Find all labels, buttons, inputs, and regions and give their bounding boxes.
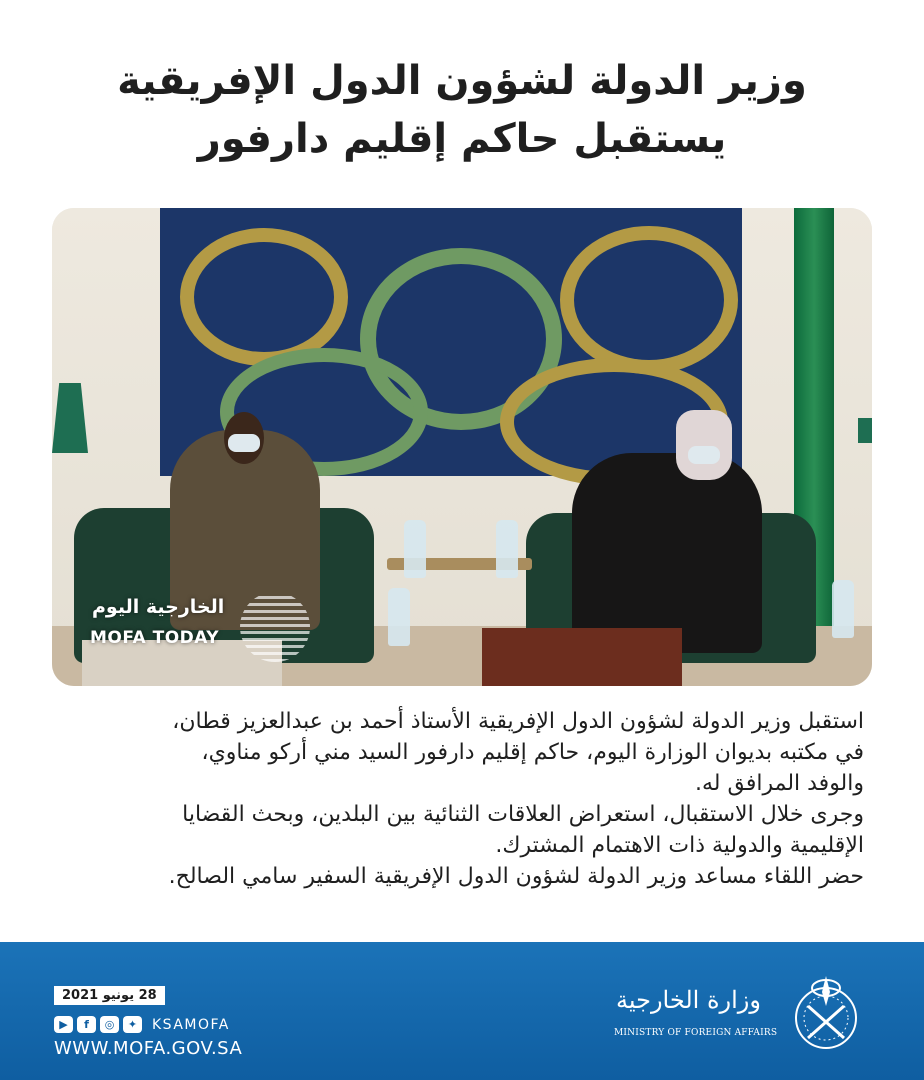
water-bottle: [832, 580, 854, 638]
headline: [0, 52, 924, 168]
body-line: استقبل وزير الدولة لشؤون الدول الإفريقية الأستاذ أحمد بن عبدالعزيز قطان،: [172, 709, 864, 734]
ministry-name-arabic: وزارة الخارجية: [616, 986, 761, 1014]
wooden-box: [482, 628, 682, 686]
article-body: [60, 706, 864, 892]
instagram-icon[interactable]: ◎: [100, 1016, 119, 1033]
ministry-emblem-icon: [780, 966, 872, 1058]
footer-bar: [0, 942, 924, 1080]
facebook-icon[interactable]: f: [77, 1016, 96, 1033]
mask-right: [688, 446, 720, 464]
lamp-right: [858, 418, 872, 443]
host-headdress: [676, 410, 732, 480]
body-line: في مكتبه بديوان الوزارة اليوم، حاكم إقليم دارفور السيد مني أركو مناوي،: [201, 740, 864, 765]
water-bottle: [404, 520, 426, 578]
social-handle: KSAMOFA: [152, 1016, 230, 1033]
headline-line-1: وزير الدولة لشؤون الدول الإفريقية: [117, 58, 807, 104]
date-badge: 28 يونيو 2021: [54, 986, 165, 1005]
water-bottle: [496, 520, 518, 578]
body-line: حضر اللقاء مساعد وزير الدولة لشؤون الدول الإفريقية السفير سامي الصالح.: [168, 864, 864, 889]
body-line: الإقليمية والدولية ذات الاهتمام المشترك.: [495, 833, 864, 858]
social-links: [54, 1016, 230, 1033]
watermark-english: MOFA TODAY: [90, 628, 220, 648]
youtube-icon[interactable]: ▶: [54, 1016, 73, 1033]
mask-left: [228, 434, 260, 452]
twitter-icon[interactable]: ✦: [123, 1016, 142, 1033]
mofa-today-logo-icon: [240, 592, 310, 662]
website-link[interactable]: WWW.MOFA.GOV.SA: [54, 1038, 243, 1059]
host-figure: [572, 453, 762, 653]
body-line: وجرى خلال الاستقبال، استعراض العلاقات الثنائية بين البلدين، وبحث القضايا: [182, 802, 864, 827]
body-line: والوفد المرافق له.: [695, 771, 864, 796]
ministry-name-english: MINISTRY OF FOREIGN AFFAIRS: [614, 1028, 778, 1038]
headline-line-2: يستقبل حاكم إقليم دارفور: [197, 116, 727, 162]
water-bottle: [388, 588, 410, 646]
watermark-arabic: الخارجية اليوم: [92, 596, 225, 618]
news-photo: [52, 208, 872, 686]
